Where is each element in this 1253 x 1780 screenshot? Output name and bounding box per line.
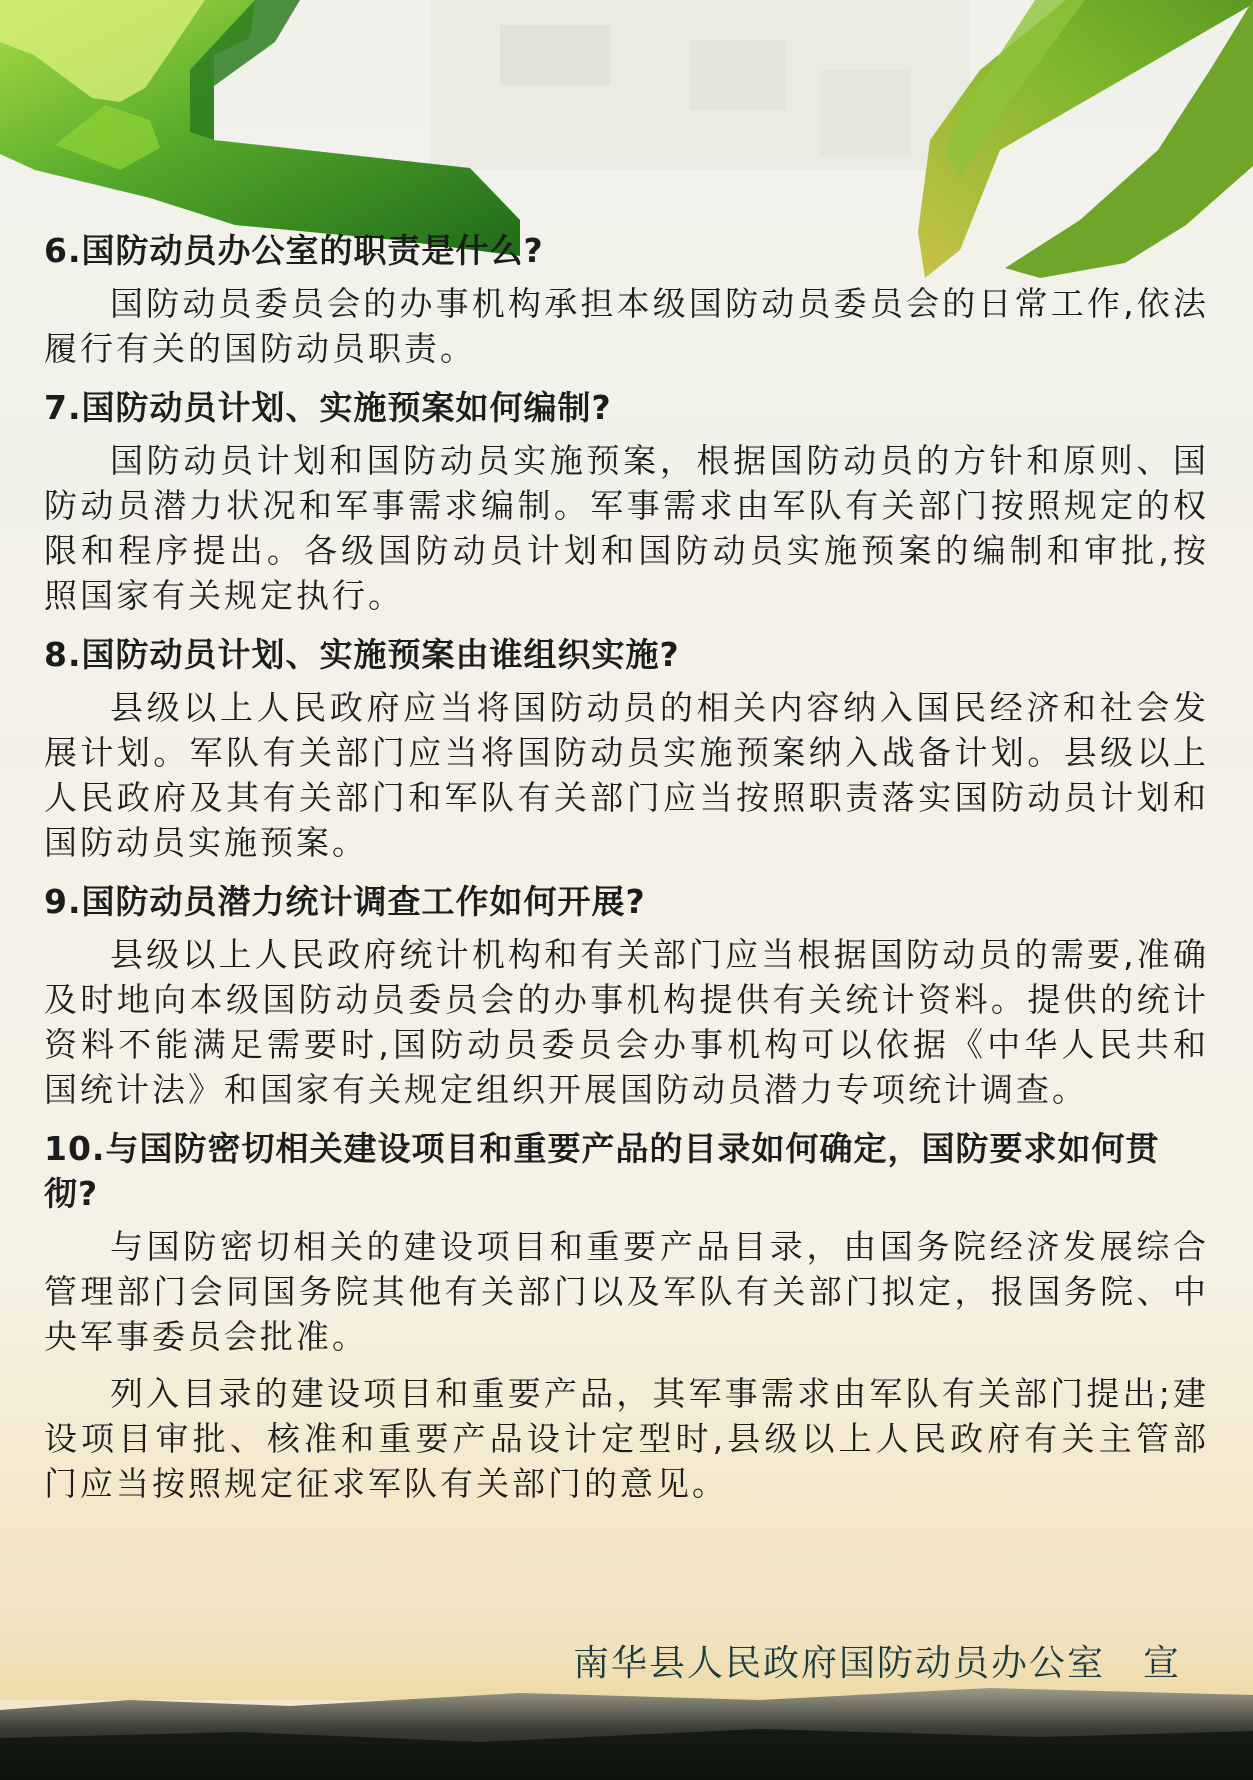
- answer-9-paragraph-1: 县级以上人民政府统计机构和有关部门应当根据国防动员的需要,准确及时地向本级国防动员委员会的办事机构提供有关统计资料。提供的统计资料不能满足需要时,国防动员委员会办事机构可以依据《中华人民共和国统计法》和国家有关规定组织开展国防动员潜力专项统计调查。: [44, 935, 1209, 1109]
- answer-8-paragraph-1: 县级以上人民政府应当将国防动员的相关内容纳入国民经济和社会发展计划。军队有关部门应当将国防动员实施预案纳入战备计划。县级以上人民政府及其有关部门和军队有关部门应当按照职责落实国防动员计划和国防动员实施预案。: [44, 688, 1209, 862]
- answer-10-paragraph-1: 与国防密切相关的建设项目和重要产品目录，由国务院经济发展综合管理部门会同国务院其他有关部门以及军队有关部门拟定，报国务院、中央军事委员会批准。: [44, 1227, 1209, 1356]
- qa-6: [44, 228, 1209, 371]
- answer-6-paragraph-1: 国防动员委员会的办事机构承担本级国防动员委员会的日常工作,依法履行有关的国防动员职责。: [44, 284, 1209, 368]
- answer-10-paragraph-2: 列入目录的建设项目和重要产品，其军事需求由军队有关部门提出;建设项目审批、核准和重要产品设计定型时,县级以上人民政府有关主管部门应当按照规定征求军队有关部门的意见。: [44, 1374, 1209, 1503]
- question-10: 10.与国防密切相关建设项目和重要产品的目录如何确定，国防要求如何贯彻?: [44, 1129, 1160, 1213]
- question-6: 6.国防动员办公室的职责是什么?: [44, 231, 544, 270]
- qa-8: [44, 632, 1209, 865]
- qa-10: [44, 1126, 1209, 1506]
- answer-7-paragraph-1: 国防动员计划和国防动员实施预案，根据国防动员的方针和原则、国防动员潜力状况和军事需求编制。军事需求由军队有关部门按照规定的权限和程序提出。各级国防动员计划和国防动员实施预案的编制和审批,按照国家有关规定执行。: [44, 441, 1209, 615]
- qa-7: [44, 385, 1209, 618]
- question-8: 8.国防动员计划、实施预案由谁组织实施?: [44, 635, 680, 674]
- question-9: 9.国防动员潜力统计调查工作如何开展?: [44, 882, 646, 921]
- signature: 南华县人民政府国防动员办公室 宣: [572, 1643, 1181, 1684]
- content-area: [44, 228, 1209, 1506]
- qa-9: [44, 879, 1209, 1112]
- question-7: 7.国防动员计划、实施预案如何编制?: [44, 388, 612, 427]
